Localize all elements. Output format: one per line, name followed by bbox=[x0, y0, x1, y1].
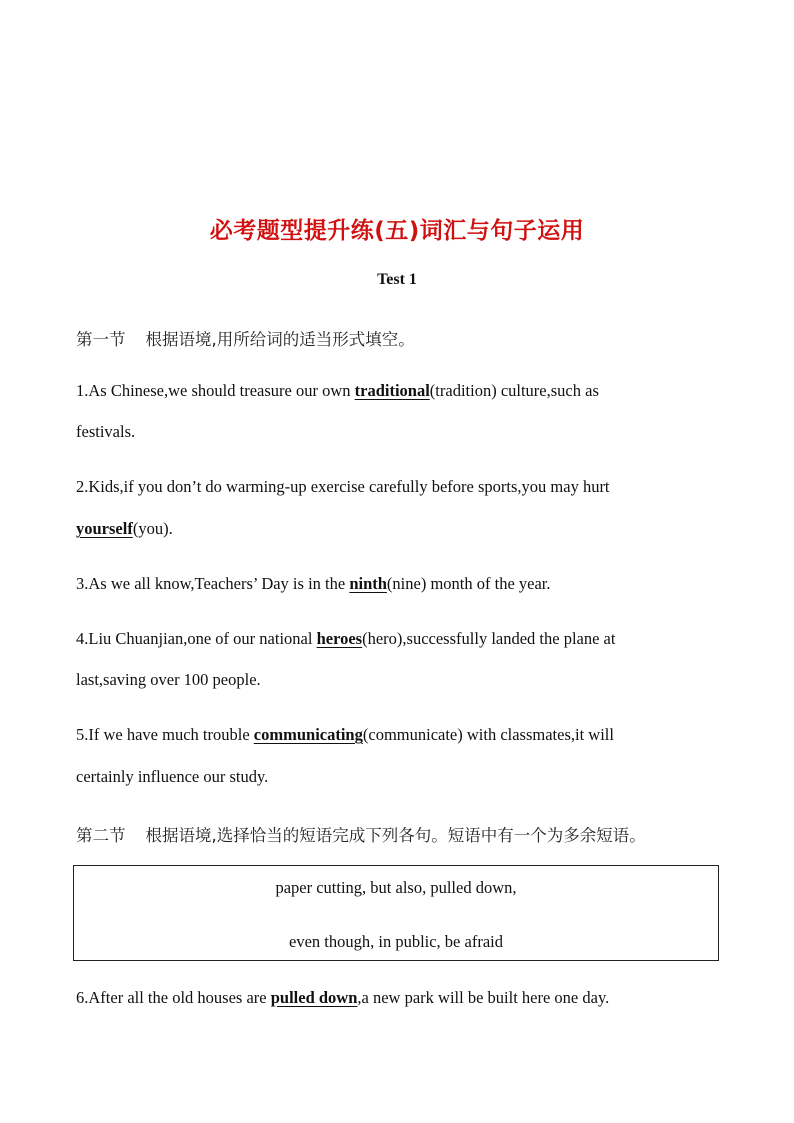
question-3 bbox=[76, 574, 551, 594]
question-1 bbox=[76, 381, 599, 401]
section-2-instruction: 根据语境,选择恰当的短语完成下列各句。短语中有一个为多余短语。 bbox=[145, 826, 646, 845]
question-5-hint: (communicate) with classmates,it will bbox=[362, 725, 614, 744]
question-3-hint: (nine) month of the year. bbox=[386, 574, 551, 593]
section-2-heading bbox=[76, 822, 646, 846]
phrase-row-1: paper cutting, but also, pulled down, bbox=[275, 878, 517, 897]
question-5-continued: certainly influence our study. bbox=[76, 767, 269, 786]
question-4-text: 4.Liu Chuanjian,one of our national bbox=[76, 629, 317, 648]
question-6-answer: pulled down bbox=[270, 988, 358, 1007]
question-4 bbox=[76, 629, 615, 649]
test-subtitle: Test 1 bbox=[377, 271, 417, 288]
question-1-text: 1.As Chinese,we should treasure our own bbox=[76, 381, 355, 400]
question-2-answer: yourself bbox=[76, 519, 133, 538]
question-3-answer: ninth bbox=[349, 574, 387, 593]
section-1-heading bbox=[76, 326, 415, 350]
question-4-answer: heroes bbox=[316, 629, 363, 648]
question-1-continued: festivals. bbox=[76, 422, 136, 441]
phrase-row-2: even though, in public, be afraid bbox=[289, 932, 503, 951]
question-2-continued bbox=[76, 519, 173, 539]
page-title: 必考题型提升练(五)词汇与句子运用 bbox=[209, 218, 585, 244]
question-1-answer: traditional bbox=[354, 381, 430, 400]
question-5-text: 5.If we have much trouble bbox=[76, 725, 254, 744]
question-1-hint: (tradition) culture,such as bbox=[429, 381, 599, 400]
section-1-instruction: 根据语境,用所给词的适当形式填空。 bbox=[145, 330, 415, 349]
question-6-text: 6.After all the old houses are bbox=[76, 988, 271, 1007]
question-4-hint: (hero),successfully landed the plane at bbox=[362, 629, 616, 648]
question-5 bbox=[76, 725, 614, 745]
question-6 bbox=[76, 988, 609, 1008]
phrase-box bbox=[73, 865, 719, 961]
question-3-text: 3.As we all know,Teachers’ Day is in the bbox=[76, 574, 350, 593]
question-2-hint: (you). bbox=[132, 519, 173, 538]
question-4-continued: last,saving over 100 people. bbox=[76, 670, 261, 689]
question-2-text: 2.Kids,if you don’t do warming-up exercise carefully before sports,you may hurt bbox=[76, 477, 610, 496]
question-6-rest: ,a new park will be built here one day. bbox=[357, 988, 610, 1007]
section-2-label: 第二节 bbox=[76, 826, 126, 845]
question-5-answer: communicating bbox=[253, 725, 363, 744]
section-1-label: 第一节 bbox=[76, 330, 126, 349]
